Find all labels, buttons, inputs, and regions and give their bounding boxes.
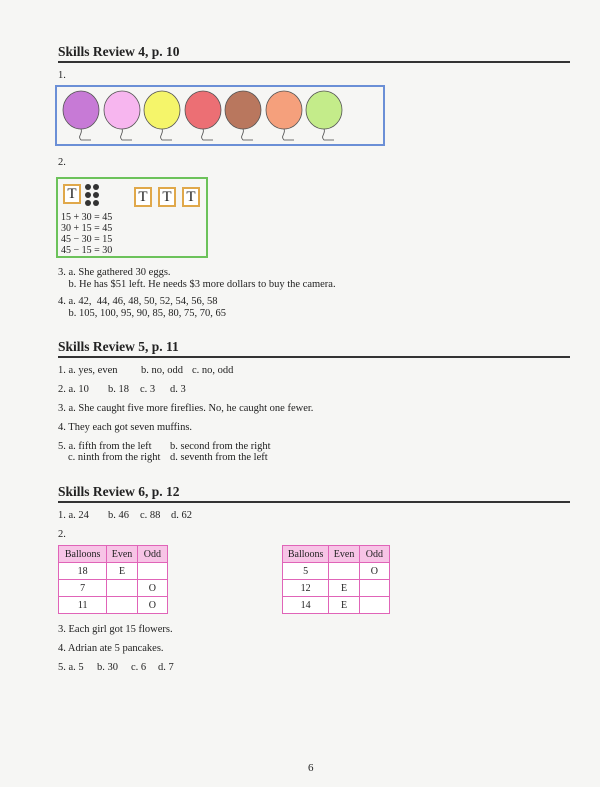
balloon-icon (223, 90, 263, 142)
ten-tile: T (63, 184, 81, 204)
section-title-sr4: Skills Review 4, p. 10 (58, 44, 570, 63)
col-header: Odd (137, 546, 167, 563)
cell: O (137, 597, 167, 614)
sr6-q5a: 5. a. 5 (58, 662, 84, 673)
sr6-q1d: d. 62 (171, 510, 192, 521)
sr5-q2a: 2. a. 10 (58, 384, 89, 395)
sr4-q4a: 4. a. 42, 44, 46, 48, 50, 52, 54, 56, 58 (58, 296, 218, 307)
cell (107, 597, 137, 614)
balloon-icon (142, 90, 182, 142)
cell: 14 (283, 597, 329, 614)
ten-tile: T (182, 187, 200, 207)
table-row (283, 597, 390, 614)
sr5-q1c: c. no, odd (192, 365, 234, 376)
ten-tile: T (158, 187, 176, 207)
cell: 5 (283, 563, 329, 580)
parity-table-1 (58, 545, 168, 614)
cell: E (329, 580, 359, 597)
cell (107, 580, 137, 597)
col-header: Balloons (59, 546, 107, 563)
cell: O (359, 563, 389, 580)
sr5-q5c: c. ninth from the right (68, 452, 161, 463)
cell (359, 597, 389, 614)
tens-ones-box (56, 177, 208, 258)
equation: 15 + 30 = 45 (61, 212, 113, 223)
parity-table-2 (282, 545, 390, 614)
balloons-box (55, 85, 385, 146)
table-row (283, 563, 390, 580)
equation: 45 − 30 = 15 (61, 234, 113, 245)
ones-dots-icon (85, 184, 101, 206)
page-number: 6 (308, 762, 314, 774)
balloon-icon (61, 90, 101, 142)
cell: O (137, 580, 167, 597)
sr6-q5d: d. 7 (158, 662, 174, 673)
cell: E (329, 597, 359, 614)
cell: 12 (283, 580, 329, 597)
cell: 7 (59, 580, 107, 597)
q2-label: 2. (58, 157, 66, 168)
col-header: Even (329, 546, 359, 563)
sr4-q3a: 3. a. She gathered 30 eggs. (58, 267, 171, 278)
sr5-q1b: b. no, odd (141, 365, 183, 376)
sr5-q2c: c. 3 (140, 384, 156, 395)
equation: 45 − 15 = 30 (61, 245, 113, 256)
cell: E (107, 563, 137, 580)
cell: 18 (59, 563, 107, 580)
sr5-q1a: 1. a. yes, even (58, 365, 118, 376)
col-header: Even (107, 546, 137, 563)
sr6-q3: 3. Each girl got 15 flowers. (58, 624, 173, 635)
section-title-sr6: Skills Review 6, p. 12 (58, 484, 570, 503)
sr5-q2d: d. 3 (170, 384, 186, 395)
cell: 11 (59, 597, 107, 614)
sr5-q5d: d. seventh from the left (170, 452, 268, 463)
table-row (59, 597, 168, 614)
sr5-q5b: b. second from the right (170, 441, 271, 452)
table-row (59, 580, 168, 597)
sr6-q4: 4. Adrian ate 5 pancakes. (58, 643, 164, 654)
sr5-q3: 3. a. She caught five more fireflies. No, he caught one fewer. (58, 403, 314, 414)
sr5-q4: 4. They each got seven muffins. (58, 422, 193, 433)
col-header: Balloons (283, 546, 329, 563)
cell (137, 563, 167, 580)
table-row (283, 580, 390, 597)
equation: 30 + 15 = 45 (61, 223, 113, 234)
cell (359, 580, 389, 597)
q1-label: 1. (58, 70, 66, 81)
sr5-q5a: 5. a. fifth from the left (58, 441, 152, 452)
sr6-q5b: b. 30 (97, 662, 118, 673)
sr6-q1b: b. 46 (108, 510, 129, 521)
sr5-q2b: b. 18 (108, 384, 129, 395)
balloon-icon (102, 90, 142, 142)
sr6-q5c: c. 6 (131, 662, 147, 673)
ten-tile: T (134, 187, 152, 207)
sr6-q1c: c. 88 (140, 510, 161, 521)
cell (329, 563, 359, 580)
sr6-q2: 2. (58, 529, 66, 540)
sr6-q1a: 1. a. 24 (58, 510, 89, 521)
balloon-icon (264, 90, 304, 142)
sr4-q3b: b. He has $51 left. He needs $3 more dollars to buy the camera. (58, 279, 336, 290)
balloon-icon (183, 90, 223, 142)
section-title-sr5: Skills Review 5, p. 11 (58, 339, 570, 358)
col-header: Odd (359, 546, 389, 563)
balloon-icon (304, 90, 344, 142)
sr4-q4b: b. 105, 100, 95, 90, 85, 80, 75, 70, 65 (58, 308, 226, 319)
table-row (59, 563, 168, 580)
